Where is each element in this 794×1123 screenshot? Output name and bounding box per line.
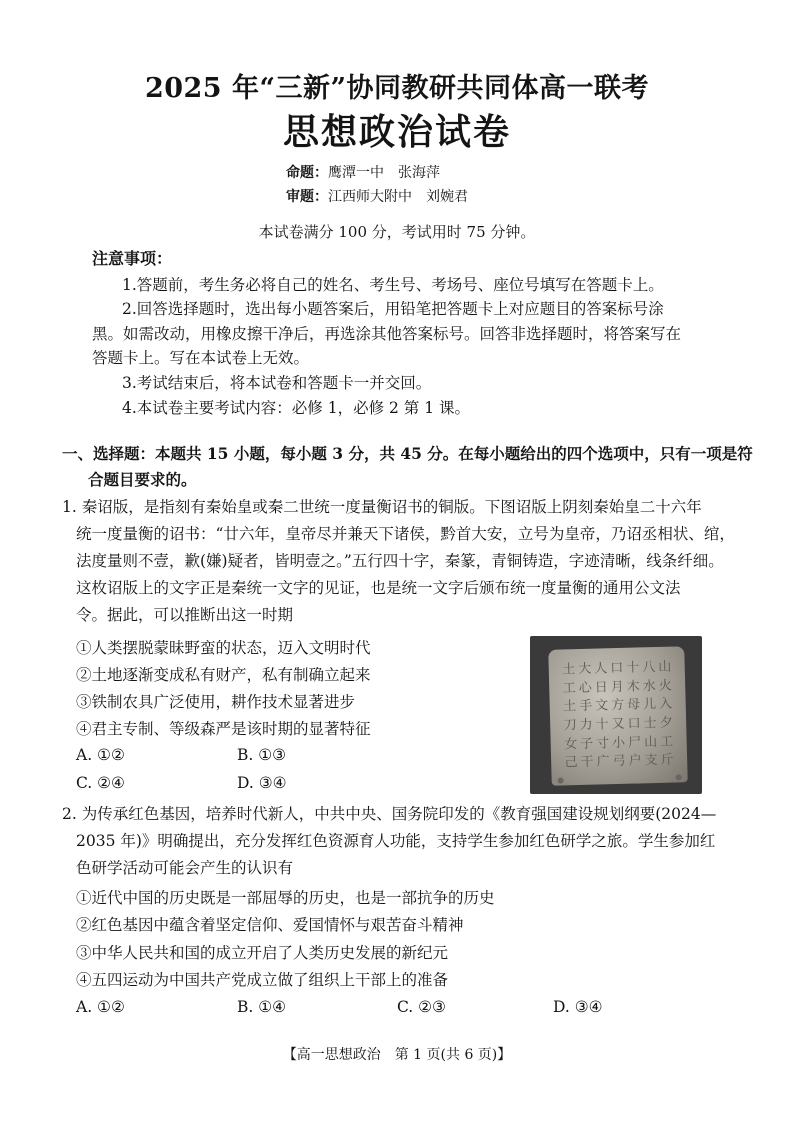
reviewer-value: 江西师大附中 刘婉君 [328,189,468,205]
notice-line: 黑。如需改动，用橡皮擦干净后，再选涂其他答案标号。回答非选择题时，将答案写在 [92,325,682,343]
q2-stem-line: 2. 为传承红色基因，培养时代新人，中共中央、国务院印发的《教育强国建设规划纲要(2024— [62,805,717,823]
exam-info: 本试卷满分 100 分，考试用时 75 分钟。 [258,223,536,241]
rivet-right [676,774,682,780]
q1-statement: ④君主专制、等级森严是该时期的显著特征 [76,720,371,738]
page-footer: 【高一思想政治 第 1 页(共 6 页)】 [282,1047,512,1063]
notice-line: 4.本试卷主要考试内容：必修 1，必修 2 第 1 课。 [122,399,471,417]
q2-statement: ③中华人民共和国的成立开启了人类历史发展的新纪元 [76,944,449,962]
q2-option-d[interactable]: D. ③④ [553,998,603,1016]
q2-stem-line: 色研学活动可能会产生的认识有 [76,859,294,877]
q2-stem-line: 2035 年)》明确提出，充分发挥红色资源育人功能，支持学生参加红色研学之旅。学生参加红 [76,832,716,850]
author-label: 命题： [286,165,328,181]
q1-statement: ②土地逐渐变成私有财产，私有制确立起来 [76,666,371,684]
q1-stem-line: 这枚诏版上的文字正是秦统一文字的见证，也是统一文字后颁布统一度量衡的通用公文法 [76,579,681,597]
section-heading-cont: 合题目要求的。 [88,470,197,489]
q2-statement: ①近代中国的历史既是一部屈辱的历史，也是一部抗争的历史 [76,889,495,907]
q2-option-b[interactable]: B. ①④ [237,998,287,1016]
tablet-inscription-texture: ⼟ ⼤ ⼈ ⼝ ⼗ ⼋ ⼭ ⼯ ⼼ ⽇ ⽉ ⽊ ⽔ ⽕ ⼟ ⼿ ⽂ ⽅ ⺟ ⼉ ⼊ ⼑ ⼒ ⼗ ⼜ ⼝ ⼠ ⼣ ⼥ ⼦ ⼨ ⼩ ⼫ ⼭ ⼯ ⼰ ⼲ ⼴ ⼸ ⼾ ⽀ ⽄ [562,659,674,771]
notice-heading: 注意事项： [92,249,173,268]
notice-line: 2.回答选择题时，选出每小题答案后，用铅笔把答题卡上对应题目的答案标号涂 [122,300,664,318]
q1-stem-line: 令。据此，可以推断出这一时期 [76,606,294,624]
q1-option-c[interactable]: C. ②④ [76,774,125,792]
q1-statement: ③铁制农具广泛使用，耕作技术显著进步 [76,693,356,711]
rivet-left [558,777,564,783]
q1-option-b[interactable]: B. ①③ [237,746,287,764]
reviewer-label: 审题： [286,189,328,205]
q2-option-c[interactable]: C. ②③ [397,998,446,1016]
author-value: 鹰潭一中 张海萍 [328,165,440,181]
notice-line: 1.答题前，考生务必将自己的姓名、考生号、考场号、座位号填写在答题卡上。 [122,276,664,294]
reviewer-line [286,186,468,206]
notice-line: 答题卡上。写在本试卷上无效。 [92,349,310,367]
q2-option-a[interactable]: A. ①② [76,998,125,1016]
q1-stem-line: 1. 秦诏版，是指刻有秦始皇或秦二世统一度量衡诏书的铜版。下图诏版上阴刻秦始皇二十六年 [62,498,702,516]
author-line [286,162,440,182]
q1-option-d[interactable]: D. ③④ [237,774,287,792]
q1-stem-line: 法度量则不壹，歉(嫌)疑者，皆明壹之。”五行四十字，秦篆，青铜铸造，字迹清晰，线条纤细。 [76,552,724,570]
section-heading: 一、选择题：本题共 15 小题，每小题 3 分，共 45 分。在每小题给出的四个选项中，只有一项是符 [62,444,753,463]
q2-statement: ④五四运动为中国共产党成立做了组织上干部上的准备 [76,971,449,989]
q1-option-a[interactable]: A. ①② [76,746,125,764]
exam-title: 2025 年“三新”协同教研共同体高一联考 [144,73,650,104]
qin-edict-tablet-image [530,636,702,794]
q1-stem-line: 统一度量衡的诏书：“廿六年，皇帝尽并兼天下诸侯，黔首大安，立号为皇帝，乃诏丞相状、绾， [76,525,735,543]
q1-statement: ①人类摆脱蒙昧野蛮的状态，迈入文明时代 [76,639,371,657]
q2-statement: ②红色基因中蕴含着坚定信仰、爱国情怀与艰苦奋斗精神 [76,916,464,934]
notice-line: 3.考试结束后，将本试卷和答题卡一并交回。 [122,374,432,392]
bronze-tablet-shape [548,646,688,786]
subject-title: 思想政治试卷 [282,111,511,153]
